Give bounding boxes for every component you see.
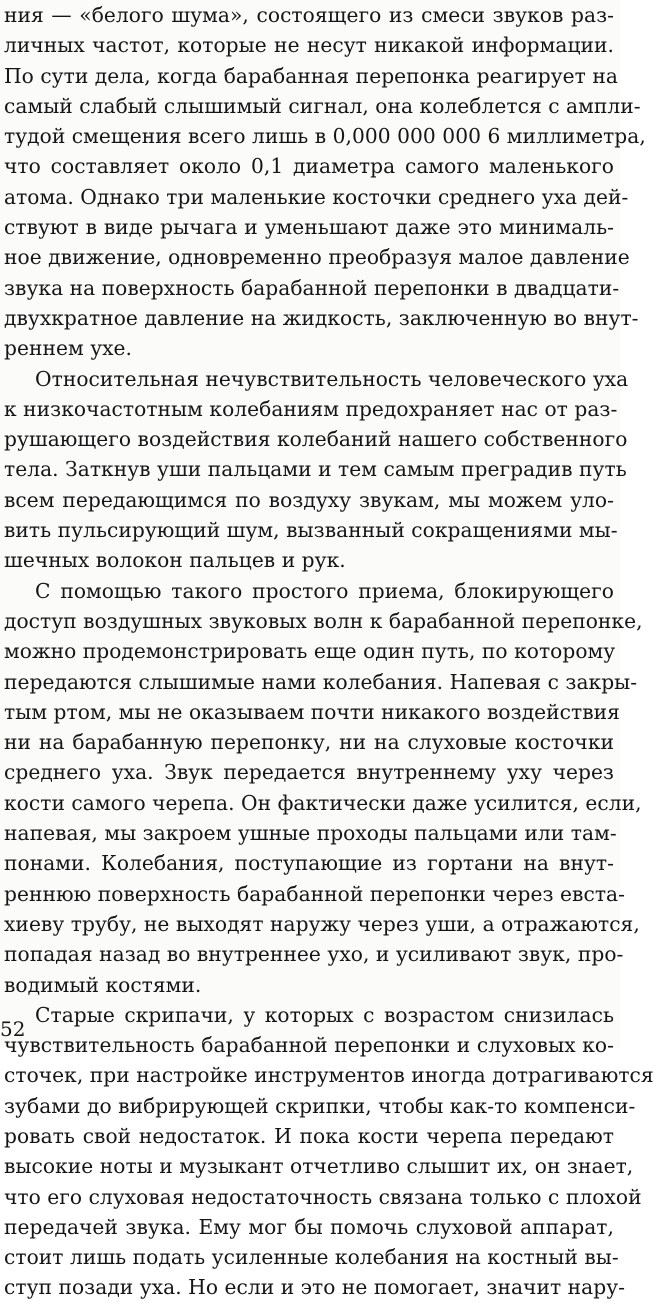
text-line: двухкратное давление на жидкость, заключенную во внут- xyxy=(4,305,639,330)
text-line: к низкочастотным колебаниям предохраняет нас от раз- xyxy=(4,396,618,421)
text-line: ное движение, одновременно преобразуя малое давление xyxy=(4,245,630,270)
text-line: С помощью такого простого приема, блокирующего xyxy=(35,578,614,603)
text-line: передачей звука. Ему мог бы помочь слуховой аппарат, xyxy=(4,1214,614,1239)
text-line: тым ртом, мы не оказываем почти никакого воздействия xyxy=(4,699,620,724)
text-line: можно продемонстрировать еще один путь, по которому xyxy=(4,639,616,664)
text-line: хиеву трубу, не выходят наружу через уши, а отражаются, xyxy=(4,911,640,936)
text-line: звука на поверхность барабанной перепонки в двадцати- xyxy=(4,275,620,300)
text-line: понами. Колебания, поступающие из гортани на внут- xyxy=(4,851,614,876)
text-line: реннюю поверхность барабанной перепонки через евста- xyxy=(4,881,625,906)
text-line: зубами до вибрирующей скрипки, чтобы как-то компенси- xyxy=(4,1093,636,1118)
text-line: Старые скрипачи, у которых с возрастом снизилась xyxy=(35,1002,614,1027)
text-line: личных частот, которые не несут никакой информации. xyxy=(4,33,614,58)
text-line: ступ позади уха. Но если и это не помогает, значит нару- xyxy=(4,1275,626,1300)
text-line: атома. Однако три маленькие косточки среднего уха дей- xyxy=(4,184,629,209)
text-line: водимый костями. xyxy=(4,972,202,997)
text-line: напевая, мы закроем ушные проходы пальцами или там- xyxy=(4,821,617,846)
text-line: ствуют в виде рычага и уменьшают даже это минималь- xyxy=(4,215,614,240)
body-text xyxy=(4,0,654,1303)
text-line: По сути дела, когда барабанная перепонка реагирует на xyxy=(4,63,618,88)
text-line: ни на барабанную перепонку, ни на слуховые косточки xyxy=(4,730,614,755)
text-line: среднего уха. Звук передается внутреннему уху через xyxy=(4,760,614,785)
text-line: передаются слышимые нами колебания. Напевая с закры- xyxy=(4,669,638,694)
text-line: рушающего воздействия колебаний нашего собственного xyxy=(4,427,628,452)
text-line: самый слабый слышимый сигнал, она колеблется с ампли- xyxy=(4,93,641,118)
text-line: стоит лишь подать усиленные колебания на костный вы- xyxy=(4,1245,619,1270)
text-line: кости самого черепа. Он фактически даже усилится, если, xyxy=(4,790,642,815)
text-line: что составляет около 0,1 диаметра самого маленького xyxy=(4,154,614,179)
text-line: ровать свой недостаток. И пока кости черепа передают xyxy=(4,1123,614,1148)
text-line: что его слуховая недостаточность связана только с плохой xyxy=(4,1184,642,1209)
text-line: тудой смещения всего лишь в 0,000 000 000 6 миллиметра, xyxy=(4,124,646,149)
text-line: вить пульсирующий шум, вызванный сокращениями мы- xyxy=(4,518,618,543)
text-line: высокие ноты и музыкант отчетливо слышит их, он знает, xyxy=(4,1154,634,1179)
text-line: тела. Заткнув уши пальцами и тем самым преградив путь xyxy=(4,457,627,482)
page-number: 52 xyxy=(0,1017,26,1041)
text-line: сточек, при настройке инструментов иногда дотрагиваются xyxy=(4,1063,654,1088)
text-line: попадая назад во внутреннее ухо, и усиливают звук, про- xyxy=(4,942,624,967)
text-line: ния — «белого шума», состоящего из смеси звуков раз- xyxy=(4,3,614,27)
text-line: доступ воздушных звуковых волн к барабанной перепонке, xyxy=(4,608,643,633)
text-line: всем передающимся по воздуху звукам, мы можем уло- xyxy=(4,487,614,512)
text-line: Относительная нечувствительность человеческого уха xyxy=(35,366,629,391)
text-line: чувствительность барабанной перепонки и слуховых ко- xyxy=(4,1033,614,1058)
text-line: реннем ухе. xyxy=(4,336,133,361)
text-line: шечных волокон пальцев и рук. xyxy=(4,548,346,573)
